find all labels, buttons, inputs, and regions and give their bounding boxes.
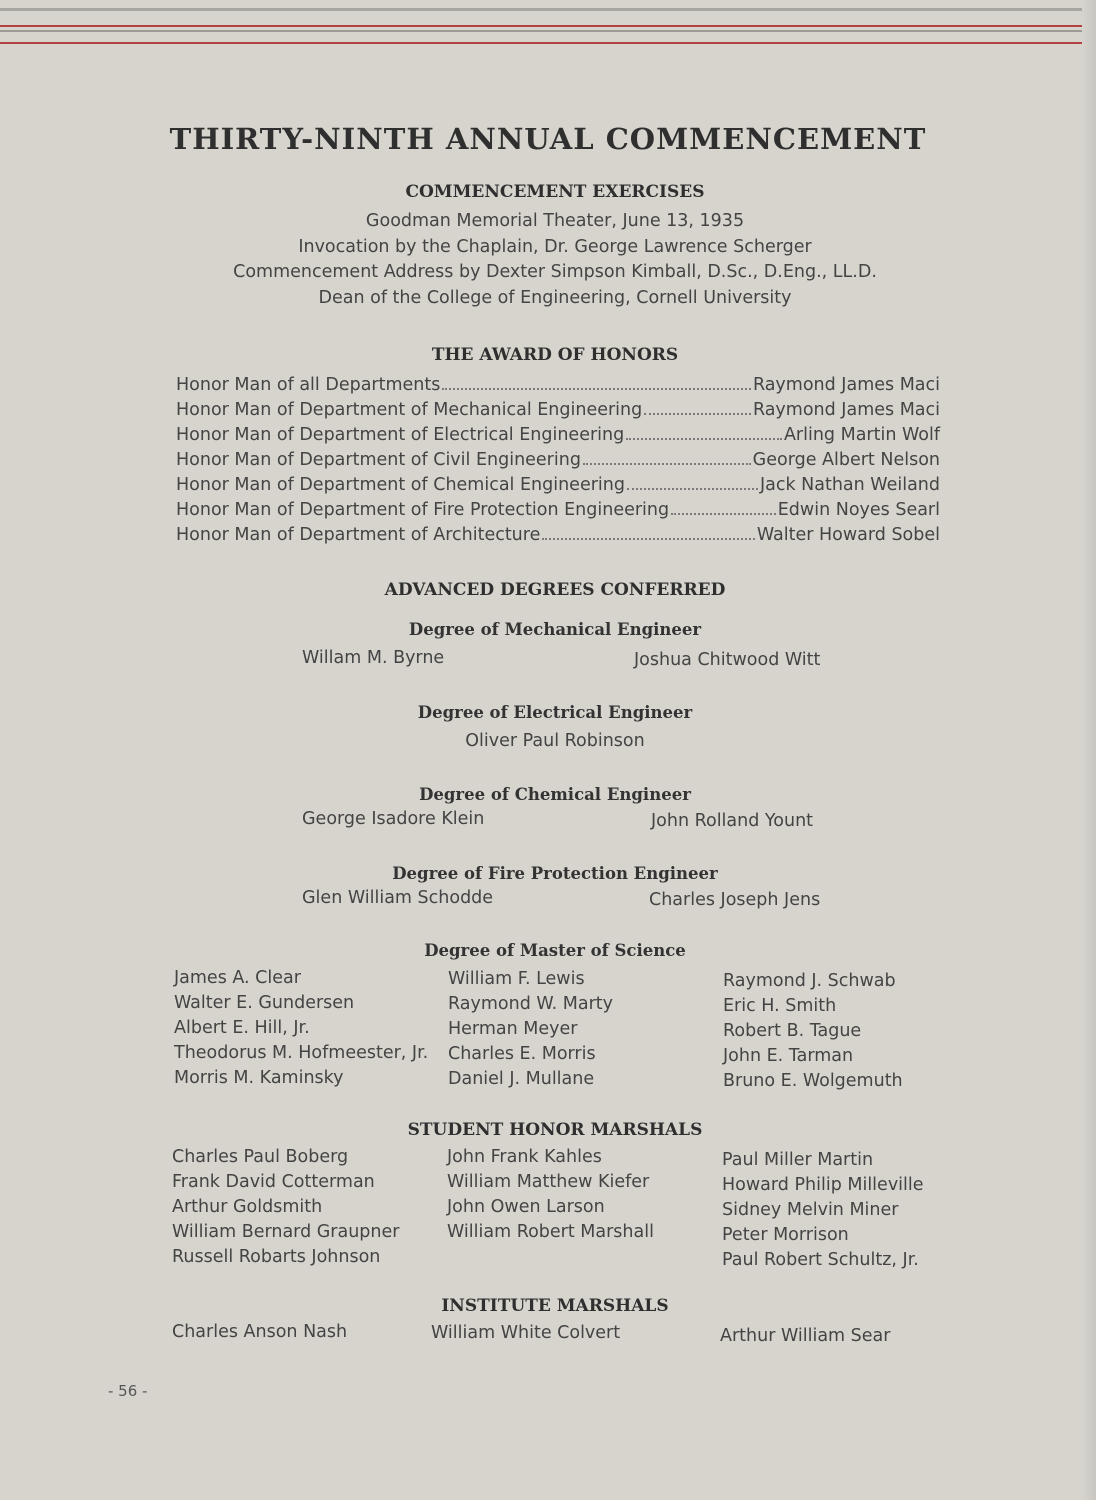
degree-recipient: Morris M. Kaminsky	[174, 1068, 344, 1088]
degree-recipient: William F. Lewis	[448, 969, 585, 989]
degree-recipient: Raymond W. Marty	[448, 994, 614, 1014]
honor-row	[176, 449, 940, 473]
honor-title: Honor Man of Department of Fire Protection Engineering	[176, 500, 670, 520]
marshal-name: Charles Paul Boberg	[172, 1147, 349, 1167]
degree-heading-fire: Degree of Fire Protection Engineer	[392, 864, 718, 883]
marshal-name: Charles Anson Nash	[172, 1322, 348, 1342]
leader-dots	[442, 374, 751, 390]
degree-heading-mechanical: Degree of Mechanical Engineer	[408, 620, 702, 639]
institute-marshals-heading: INSTITUTE MARSHALS	[441, 1296, 669, 1316]
honor-title: Honor Man of Department of Chemical Engineering	[176, 475, 625, 495]
honor-title: Honor Man of all Departments	[176, 375, 441, 395]
leader-dots	[644, 399, 751, 415]
degree-recipient: Charles E. Morris	[448, 1044, 596, 1064]
top-red-rule	[0, 25, 1096, 27]
degree-recipient: Bruno E. Wolgemuth	[723, 1071, 903, 1091]
advanced-degrees-heading: ADVANCED DEGREES CONFERRED	[384, 580, 726, 600]
degree-recipient: Herman Meyer	[448, 1019, 578, 1039]
top-rule	[0, 8, 1096, 11]
honor-recipient: George Albert Nelson	[752, 450, 940, 470]
degree-recipient: Oliver Paul Robinson	[465, 731, 645, 751]
marshal-name: John Frank Kahles	[447, 1147, 602, 1167]
honor-title: Honor Man of Department of Mechanical Engineering	[176, 400, 643, 420]
marshal-name: Arthur William Sear	[720, 1326, 891, 1346]
honor-row	[176, 374, 940, 398]
degree-heading-chemical: Degree of Chemical Engineer	[419, 785, 691, 804]
degree-recipient: Albert E. Hill, Jr.	[174, 1018, 310, 1038]
marshal-name: Russell Robarts Johnson	[172, 1247, 381, 1267]
degree-recipient: John E. Tarman	[723, 1046, 854, 1066]
leader-dots	[626, 424, 782, 440]
leader-dots	[583, 449, 751, 465]
marshal-name: William Bernard Graupner	[172, 1222, 400, 1242]
exercises-line: Goodman Memorial Theater, June 13, 1935	[365, 211, 745, 231]
honor-title: Honor Man of Department of Architecture	[176, 525, 541, 545]
marshal-name: Frank David Cotterman	[172, 1172, 375, 1192]
top-red-rule-lower	[0, 42, 1096, 44]
marshal-name: William Matthew Kiefer	[447, 1172, 650, 1192]
honor-row	[176, 399, 940, 423]
degree-recipient: Willam M. Byrne	[302, 648, 445, 668]
honor-row	[176, 474, 940, 498]
leader-dots	[671, 499, 776, 515]
degree-heading-science: Degree of Master of Science	[424, 941, 686, 960]
top-gray-rule	[0, 30, 1096, 32]
honor-recipient: Arling Martin Wolf	[783, 425, 940, 445]
honor-row	[176, 524, 940, 548]
marshal-name: William Robert Marshall	[447, 1222, 654, 1242]
degree-recipient: Theodorus M. Hofmeester, Jr.	[174, 1043, 429, 1063]
degree-heading-electrical: Degree of Electrical Engineer	[417, 703, 693, 722]
page-number: - 56 -	[108, 1382, 148, 1400]
honor-recipient: Jack Nathan Weiland	[759, 475, 940, 495]
exercises-line: Commencement Address by Dexter Simpson Kimball, D.Sc., D.Eng., LL.D.	[233, 262, 877, 282]
page-title: THIRTY-NINTH ANNUAL COMMENCEMENT	[169, 122, 927, 156]
marshal-name: Sidney Melvin Miner	[722, 1200, 899, 1220]
marshal-name: Howard Philip Milleville	[722, 1175, 924, 1195]
degree-recipient: Robert B. Tague	[723, 1021, 862, 1041]
degree-recipient: Glen William Schodde	[302, 888, 494, 908]
honor-title: Honor Man of Department of Electrical Engineering	[176, 425, 625, 445]
honor-recipient: Edwin Noyes Searl	[777, 500, 940, 520]
honor-recipient: Raymond James Maci	[752, 400, 940, 420]
honor-recipient: Raymond James Maci	[752, 375, 940, 395]
leader-dots	[542, 524, 754, 540]
exercises-heading: COMMENCEMENT EXERCISES	[405, 182, 705, 202]
degree-recipient: Eric H. Smith	[723, 996, 837, 1016]
honor-row	[176, 499, 940, 523]
degree-recipient: John Rolland Yount	[651, 811, 814, 831]
degree-recipient: James A. Clear	[174, 968, 301, 988]
marshal-name: Paul Robert Schultz, Jr.	[722, 1250, 919, 1270]
degree-recipient: Raymond J. Schwab	[723, 971, 896, 991]
exercises-line: Dean of the College of Engineering, Cornell University	[318, 288, 792, 308]
degree-recipient: George Isadore Klein	[302, 809, 485, 829]
marshal-name: John Owen Larson	[447, 1197, 605, 1217]
degree-recipient: Daniel J. Mullane	[448, 1069, 595, 1089]
honor-row	[176, 424, 940, 448]
degree-recipient: Walter E. Gundersen	[174, 993, 355, 1013]
marshal-name: William White Colvert	[431, 1323, 621, 1343]
marshal-name: Paul Miller Martin	[722, 1150, 874, 1170]
marshal-name: Peter Morrison	[722, 1225, 849, 1245]
leader-dots	[627, 474, 758, 490]
honor-title: Honor Man of Department of Civil Engineering	[176, 450, 581, 470]
degree-recipient: Joshua Chitwood Witt	[634, 650, 821, 670]
exercises-line: Invocation by the Chaplain, Dr. George Lawrence Scherger	[298, 237, 812, 257]
student-marshals-heading: STUDENT HONOR MARSHALS	[407, 1120, 703, 1140]
honor-recipient: Walter Howard Sobel	[756, 525, 940, 545]
marshal-name: Arthur Goldsmith	[172, 1197, 323, 1217]
honors-heading: THE AWARD OF HONORS	[431, 345, 679, 365]
degree-recipient: Charles Joseph Jens	[649, 890, 821, 910]
